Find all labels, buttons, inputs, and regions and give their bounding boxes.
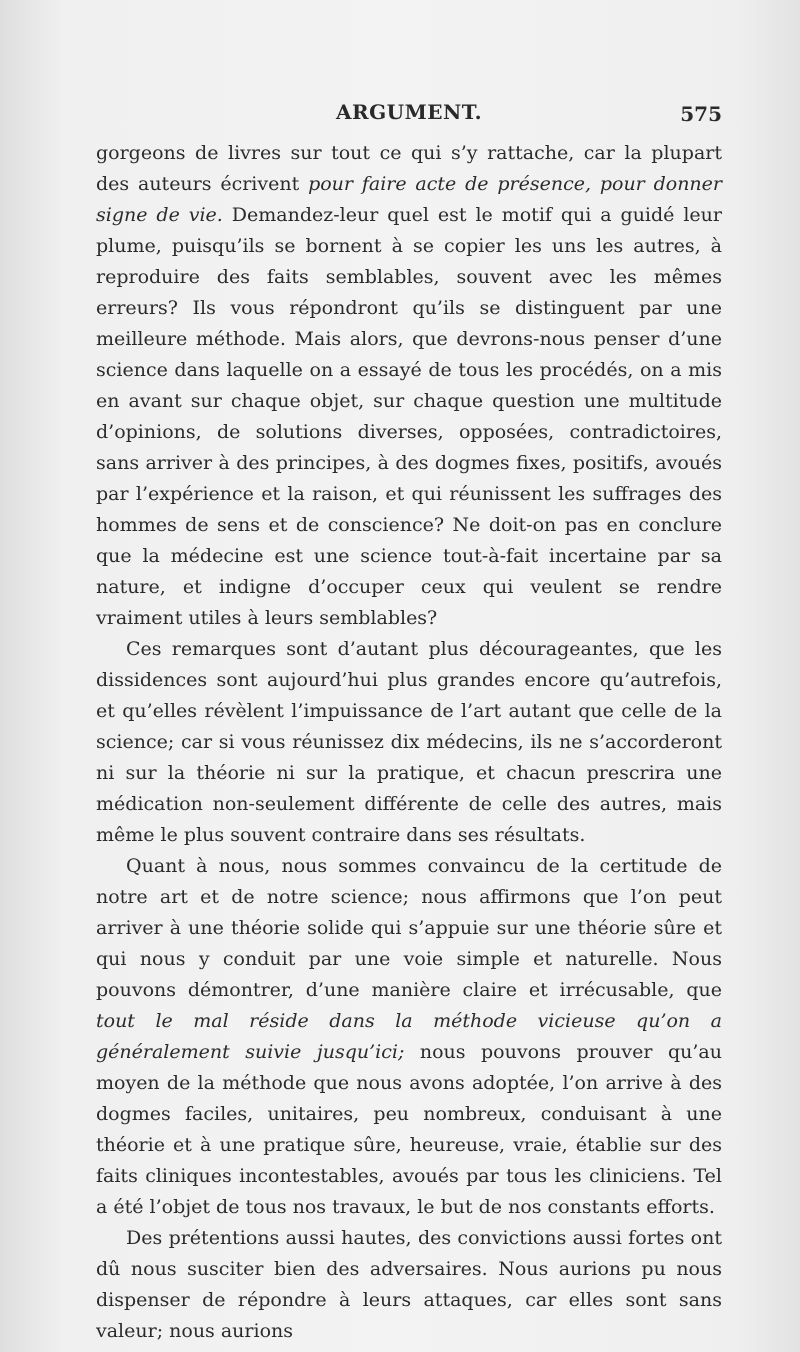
paragraph-1 bbox=[96, 138, 722, 634]
paragraph-text: Demandez-leur quel est le motif qui a guidé leur plume, puisqu’ils se bornent à se copier les uns les autres, à reproduire des faits semblables, souvent avec les mêmes erreurs? Ils vous répondront qu’ils se distinguent par une meilleure méthode. Mais alors, que devrons-nous penser d’une science dans laquelle on a essayé de tous les procédés, on a mis en avant sur chaque objet, sur chaque question une multitude d’opinions, de solutions diverses, opposées, contradictoires, sans arriver à des principes, à des dogmes fixes, positifs, avoués par l’expérience et la raison, et qui réunissent les suffrages des hommes de sens et de conscience? Ne doit-on pas en conclure que la médecine est une science tout-à-fait incertaine par sa nature, et indigne d’occuper ceux qui veulent se rendre vraiment utiles à leurs semblables? bbox=[96, 204, 722, 629]
paragraph-text: Ces remarques sont d’autant plus décourageantes, que les dissidences sont aujourd’hui plus grandes encore qu’autrefois, et qu’elles révèlent l’impuissance de l’art autant que celle de la science; car si vous réunissez dix médecins, ils ne s’accorderont ni sur la théorie ni sur la pratique, et chacun prescrira une médication non-seulement différente de celle des autres, mais même le plus souvent contraire dans ses résultats. bbox=[96, 638, 722, 846]
paragraph-text: Quant à nous, nous sommes convaincu de la certitude de notre art et de notre science; nous affirmons que l’on peut arriver à une théorie solide qui s’appuie sur une théorie sûre et qui nous y conduit par une voie simple et naturelle. Nous pouvons démontrer, d’une manière claire et irrécusable, que bbox=[96, 855, 722, 1001]
running-title: ARGUMENT. bbox=[335, 100, 483, 124]
paragraph-2 bbox=[96, 634, 722, 851]
running-head bbox=[96, 100, 722, 132]
body-text bbox=[96, 138, 722, 1347]
paragraph-3 bbox=[96, 851, 722, 1223]
italic-phrase: tout le mal réside dans la méthode vicieuse qu’on a généralement suivie jusqu’ici; bbox=[96, 1010, 722, 1063]
paragraph-text: nous pouvons prouver qu’au moyen de la méthode que nous avons adoptée, l’on arrive à des dogmes faciles, unitaires, peu nombreux, conduisant à une théorie et à une pratique sûre, heureuse, vraie, établie sur des faits cliniques incontestables, avoués par tous les cliniciens. Tel a été l’objet de tous nos travaux, le but de nos constants efforts. bbox=[96, 1041, 722, 1218]
paragraph-4 bbox=[96, 1223, 722, 1347]
page-number: 575 bbox=[680, 102, 722, 126]
paragraph-text: Des prétentions aussi hautes, des convictions aussi fortes ont dû nous susciter bien des adversaires. Nous aurions pu nous dispenser de répondre à leurs attaques, car elles sont sans valeur; nous aurions bbox=[96, 1227, 722, 1342]
paragraph-text: gorgeons de livres sur tout ce qui s’y rattache, car la plupart des auteurs écrivent bbox=[96, 142, 722, 195]
italic-phrase: pour faire acte de présence, pour donner signe de vie. bbox=[96, 173, 722, 226]
